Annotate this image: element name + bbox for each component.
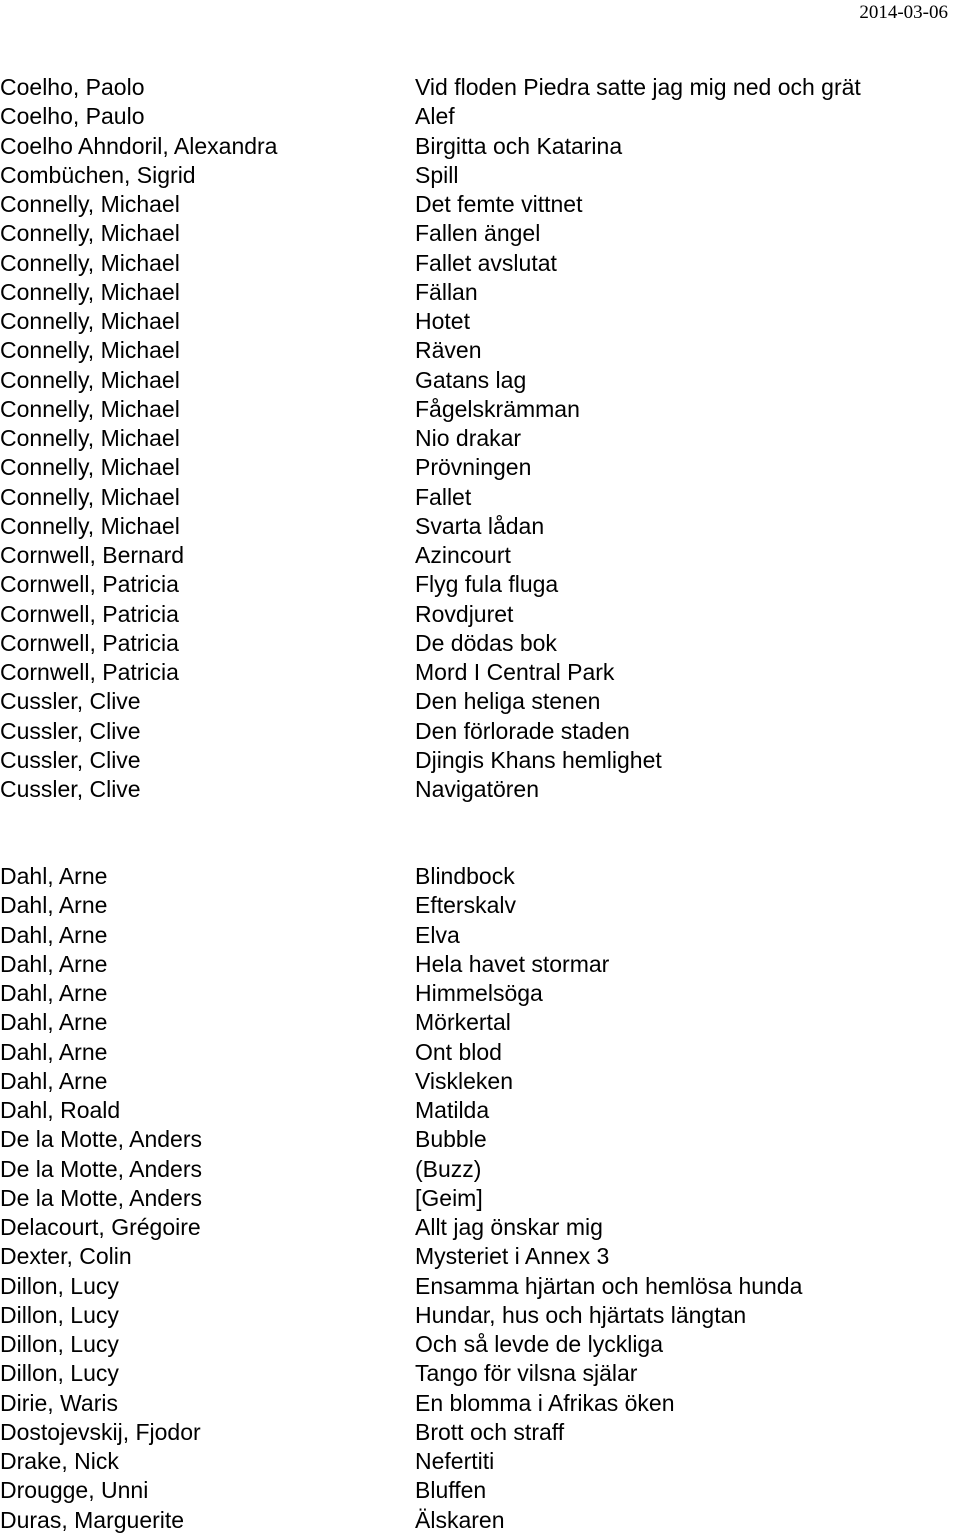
book-row [0,1476,960,1505]
book-title: Bluffen [415,1477,487,1504]
book-title: Ensamma hjärtan och hemlösa hunda [415,1272,803,1299]
author-name: Connelly, Michael [0,249,180,276]
book-title: Tango för vilsna själar [415,1360,638,1387]
book-row [0,862,960,891]
book-row [0,1506,960,1535]
author-name: Dirie, Waris [0,1389,118,1416]
book-row [0,1155,960,1184]
author-name: Dahl, Roald [0,1097,121,1123]
author-name: De la Motte, Anders [0,1184,202,1211]
author-name: De la Motte, Anders [0,1155,202,1182]
book-title: Mord I Central Park [415,659,615,685]
book-row [0,1272,960,1301]
book-title: Navigatören [415,776,540,802]
book-row [0,161,960,190]
book-title: Fallen ängel [415,220,541,247]
book-title: Prövningen [415,454,532,481]
book-row [0,746,960,775]
author-name: Connelly, Michael [0,366,180,393]
book-row [0,1067,960,1096]
author-name: Dahl, Arne [0,892,108,919]
author-name: Duras, Marguerite [0,1506,185,1533]
page-date: 2014-03-06 [859,2,948,23]
book-title: Allt jag önskar mig [415,1214,603,1240]
book-row [0,1447,960,1476]
author-name: Cussler, Clive [0,776,141,802]
author-name: Drake, Nick [0,1448,119,1474]
book-list-section-d [0,862,960,1535]
author-name: Delacourt, Grégoire [0,1214,201,1240]
book-row [0,891,960,920]
author-name: Dahl, Arne [0,1009,108,1036]
author-name: Cussler, Clive [0,746,141,773]
book-title: Blindbock [415,863,515,889]
author-name: Connelly, Michael [0,191,180,217]
book-title: Mysteriet i Annex 3 [415,1243,610,1270]
author-name: Dahl, Arne [0,1038,108,1065]
book-row [0,921,960,950]
book-title: Räven [415,337,482,364]
book-title: Djingis Khans hemlighet [415,746,662,773]
author-name: Dostojevskij, Fjodor [0,1418,201,1445]
book-row [0,1418,960,1447]
book-title: En blomma i Afrikas öken [415,1389,675,1416]
author-name: Dahl, Arne [0,1067,108,1094]
author-name: Connelly, Michael [0,220,180,247]
book-row [0,1242,960,1271]
book-title: Fällan [415,278,478,305]
author-name: Connelly, Michael [0,278,180,305]
book-title: Rovdjuret [415,600,514,627]
author-name: Cussler, Clive [0,717,141,744]
author-name: Drougge, Unni [0,1477,149,1504]
book-title: Himmelsöga [415,980,543,1006]
book-title: De dödas bok [415,629,557,656]
book-title: Nio drakar [415,425,522,451]
book-row [0,1213,960,1242]
book-row [0,1184,960,1213]
book-title: Och så levde de lyckliga [415,1331,664,1357]
book-title: Det femte vittnet [415,191,583,217]
book-title: Hundar, hus och hjärtats längtan [415,1301,747,1328]
book-row [0,395,960,424]
book-row [0,366,960,395]
book-row [0,1038,960,1067]
author-name: Coelho, Paolo [0,74,145,100]
author-name: Cornwell, Patricia [0,600,179,627]
book-list-section-c [0,73,960,804]
book-row [0,717,960,746]
book-title: Fallet avslutat [415,249,557,276]
book-title: Alef [415,103,455,130]
book-row [0,336,960,365]
book-row [0,950,960,979]
book-row [0,307,960,336]
book-row [0,775,960,804]
author-name: Dexter, Colin [0,1243,132,1270]
author-name: Dillon, Lucy [0,1272,119,1299]
author-name: Connelly, Michael [0,337,180,364]
book-row [0,600,960,629]
author-name: Cornwell, Patricia [0,629,179,656]
book-title: (Buzz) [415,1155,482,1182]
author-name: Connelly, Michael [0,454,180,481]
book-row [0,570,960,599]
book-title: Den heliga stenen [415,688,601,715]
book-row [0,132,960,161]
book-title: Älskaren [415,1506,505,1533]
author-name: Cornwell, Patricia [0,571,179,598]
book-row [0,979,960,1008]
author-name: Coelho Ahndoril, Alexandra [0,132,278,159]
book-title: Efterskalv [415,892,516,919]
author-name: Dillon, Lucy [0,1360,119,1387]
book-row [0,687,960,716]
book-row [0,1330,960,1359]
book-row [0,629,960,658]
book-title: Mörkertal [415,1009,511,1036]
book-row [0,1389,960,1418]
book-title: Fallet [415,483,472,510]
book-title: Matilda [415,1097,490,1123]
book-row [0,541,960,570]
book-title: Den förlorade staden [415,717,630,744]
author-name: Dillon, Lucy [0,1331,119,1357]
book-title: [Geim] [415,1184,483,1211]
book-title: Brott och straff [415,1418,565,1445]
book-title: Svarta lådan [415,512,545,539]
book-row [0,512,960,541]
book-row [0,1008,960,1037]
book-row [0,278,960,307]
author-name: Dahl, Arne [0,921,108,948]
author-name: Coelho, Paulo [0,103,145,130]
book-row [0,1359,960,1388]
book-row [0,219,960,248]
author-name: Connelly, Michael [0,512,180,539]
book-row [0,102,960,131]
author-name: Connelly, Michael [0,425,180,451]
author-name: Cornwell, Patricia [0,659,179,685]
book-row [0,1301,960,1330]
author-name: Dahl, Arne [0,980,108,1006]
book-row [0,453,960,482]
book-title: Elva [415,921,460,948]
book-title: Hela havet stormar [415,950,610,977]
author-name: Dillon, Lucy [0,1301,119,1328]
book-title: Azincourt [415,542,511,568]
book-row [0,190,960,219]
book-title: Fågelskrämman [415,395,580,422]
author-name: De la Motte, Anders [0,1126,202,1153]
author-name: Connelly, Michael [0,308,180,334]
author-name: Dahl, Arne [0,950,108,977]
book-row [0,1096,960,1125]
book-row [0,483,960,512]
author-name: Combüchen, Sigrid [0,161,196,188]
book-title: Spill [415,161,459,188]
author-name: Cussler, Clive [0,688,141,715]
book-title: Gatans lag [415,366,527,393]
book-title: Viskleken [415,1067,514,1094]
author-name: Cornwell, Bernard [0,542,185,568]
book-title: Nefertiti [415,1448,495,1474]
book-row [0,73,960,102]
book-row [0,658,960,687]
book-title: Bubble [415,1126,487,1153]
author-name: Dahl, Arne [0,863,108,889]
book-title: Hotet [415,308,470,334]
book-title: Ont blod [415,1038,502,1065]
book-row [0,424,960,453]
author-name: Connelly, Michael [0,395,180,422]
book-title: Birgitta och Katarina [415,132,623,159]
book-row [0,1125,960,1154]
book-title: Vid floden Piedra satte jag mig ned och grät [415,74,861,100]
author-name: Connelly, Michael [0,483,180,510]
book-row [0,249,960,278]
book-title: Flyg fula fluga [415,571,559,598]
